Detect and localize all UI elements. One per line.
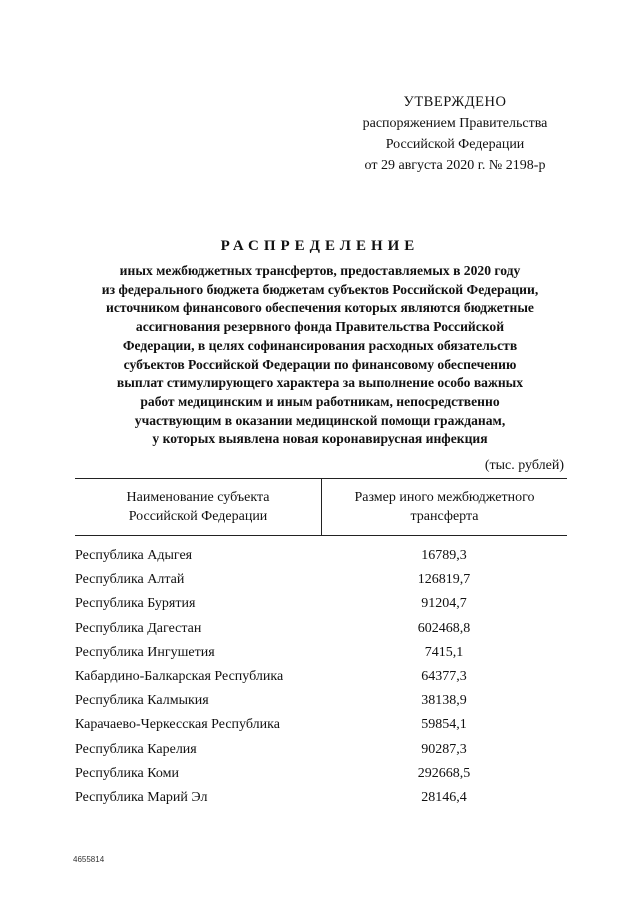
transfer-amount: 602468,8: [417, 620, 471, 636]
subtitle-line: субъектов Российской Федерации по финансовому обеспечению: [123, 356, 517, 372]
approval-block: [340, 92, 570, 176]
column-header-subject: [75, 479, 321, 535]
approval-heading: УТВЕРЖДЕНО: [403, 94, 507, 110]
transfer-amount: 59854,1: [421, 717, 467, 733]
transfer-amount: 64377,3: [421, 669, 467, 685]
table-body: [75, 544, 567, 810]
units-label: (тыс. рублей): [484, 458, 564, 473]
subject-name: Республика Бурятия: [75, 596, 196, 612]
subtitle-line: Федерации, в целях софинансирования расходных обязательств: [122, 337, 518, 353]
table-row: [75, 689, 567, 713]
table-row: [75, 713, 567, 737]
table-row: [75, 641, 567, 665]
column-header-amount: [321, 479, 567, 535]
transfer-amount: 90287,3: [421, 741, 467, 757]
approval-line-2: Российской Федерации: [385, 137, 525, 152]
transfer-amount: 126819,7: [417, 572, 471, 588]
document-subtitle: [60, 262, 580, 449]
transfer-amount: 16789,3: [421, 548, 467, 564]
document-code: 4655814: [73, 855, 105, 864]
table-row: [75, 544, 567, 568]
subject-name: Республика Коми: [75, 765, 179, 781]
approval-line-3: от 29 августа 2020 г. № 2198-р: [364, 158, 546, 173]
subject-name: Республика Карелия: [75, 741, 197, 757]
table-row: [75, 592, 567, 616]
subtitle-line: работ медицинским и иным работникам, непосредственно: [140, 393, 500, 409]
subject-name: Кабардино-Балкарская Республика: [75, 669, 284, 685]
document-title: РАСПРЕДЕЛЕНИЕ: [220, 238, 420, 254]
subtitle-line: участвующим в оказании медицинской помощи гражданам,: [134, 412, 506, 428]
subject-name: Республика Алтай: [75, 572, 185, 588]
subject-name: Республика Марий Эл: [75, 789, 208, 805]
table-row: [75, 786, 567, 810]
table-row: [75, 738, 567, 762]
table-row: [75, 762, 567, 786]
transfer-amount: 7415,1: [424, 644, 464, 660]
table-header: [75, 478, 567, 536]
subtitle-line: из федерального бюджета бюджетам субъектов Российской Федерации,: [101, 281, 539, 297]
transfer-amount: 91204,7: [421, 596, 467, 612]
transfer-amount: 38138,9: [421, 693, 467, 709]
column-header-subject-text: Наименование субъекта Российской Федерации: [126, 490, 270, 524]
subject-name: Республика Ингушетия: [75, 644, 215, 660]
transfer-amount: 28146,4: [421, 789, 467, 805]
subtitle-line: источником финансового обеспечения которых являются бюджетные: [106, 300, 534, 316]
column-header-amount-text: Размер иного межбюджетного трансферта: [354, 490, 535, 524]
table-row: [75, 665, 567, 689]
subtitle-line: выплат стимулирующего характера за выполнение особо важных: [116, 375, 524, 391]
subtitle-line: ассигнования резервного фонда Правительства Российской: [135, 319, 505, 335]
table-row: [75, 617, 567, 641]
subject-name: Карачаево-Черкесская Республика: [75, 717, 280, 733]
table-row: [75, 568, 567, 592]
transfer-amount: 292668,5: [417, 765, 471, 781]
subject-name: Республика Дагестан: [75, 620, 202, 636]
subject-name: Республика Калмыкия: [75, 693, 209, 709]
subtitle-line: у которых выявлена новая коронавирусная инфекция: [152, 431, 488, 447]
subtitle-line: иных межбюджетных трансфертов, предоставляемых в 2020 году: [119, 263, 521, 278]
subject-name: Республика Адыгея: [75, 548, 193, 564]
approval-line-1: распоряжением Правительства: [362, 116, 548, 131]
